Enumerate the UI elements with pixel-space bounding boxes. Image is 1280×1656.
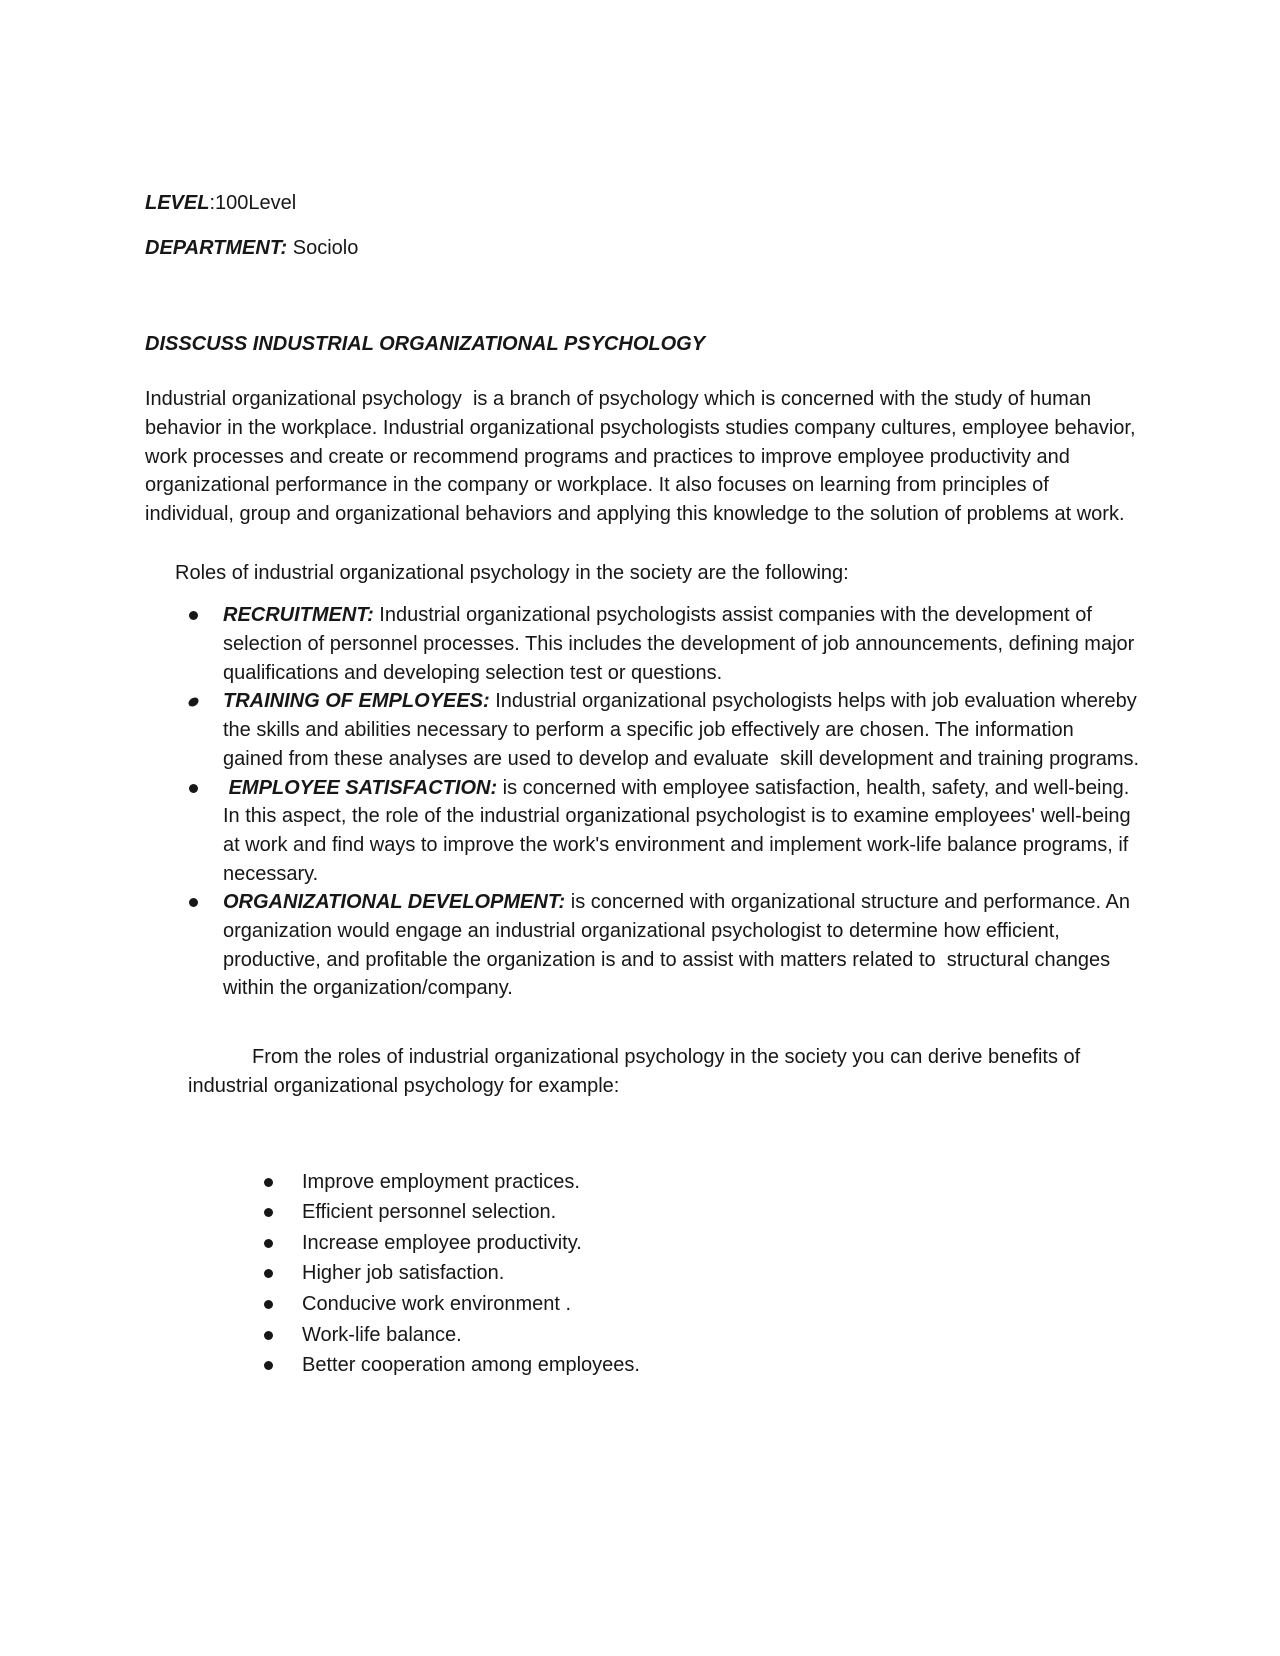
role-description: is concerned with employee satisfaction, health, safety, and well-being. In this aspect, the role of the industrial organizational psychologist is to examine employees' well-being at work and find ways to improve the work's environment and implement work-life balance programs, if necessary. <box>223 776 1142 885</box>
roles-intro-line: Roles of industrial organizational psychology in the society are the following: <box>175 561 849 584</box>
role-term: ORGANIZATIONAL DEVELOPMENT: <box>223 891 566 914</box>
role-term: TRAINING OF EMPLOYEES: <box>223 690 490 713</box>
bullet-icon <box>264 1300 273 1309</box>
bullet-icon <box>264 1361 273 1370</box>
benefit-item <box>145 1228 1140 1259</box>
benefit-item <box>145 1258 1140 1289</box>
benefit-item <box>145 1350 1140 1381</box>
bullet-icon <box>264 1269 273 1278</box>
essay-title: DISSCUSS INDUSTRIAL ORGANIZATIONAL PSYCHOLOGY <box>145 333 706 356</box>
benefit-item <box>145 1167 1140 1198</box>
role-description: Industrial organizational psychologists assist companies with the development of selection of personnel processes. This includes the development of job announcements, defining major qualifications and developing selection test or questions. <box>223 604 1140 684</box>
benefit-text: Work-life balance. <box>302 1323 462 1346</box>
bullet-icon <box>189 784 198 793</box>
level-value: :100Level <box>209 192 297 214</box>
bullet-icon <box>189 611 198 620</box>
role-item-employee-satisfaction <box>145 774 1140 889</box>
role-item-training <box>145 687 1143 773</box>
benefits-list <box>145 1167 1140 1381</box>
roles-list <box>145 601 1143 1003</box>
bullet-icon <box>264 1239 273 1248</box>
benefit-item <box>145 1320 1140 1351</box>
role-description: Industrial organizational psychologists helps with job evaluation whereby the skills and abilities necessary to perform a specific job effectively are chosen. The information gained from these analyses are used to develop and evaluate skill development and training programs. <box>223 690 1143 770</box>
benefit-item <box>145 1197 1140 1228</box>
department-value: Sociolo <box>287 236 359 259</box>
bullet-icon <box>264 1331 273 1340</box>
benefits-intro-paragraph: From the roles of industrial organizational psychology in the society you can derive benefits of industrial organizational psychology for example: <box>188 1046 1086 1097</box>
role-description: is concerned with organizational structure and performance. An organization would engage an industrial organizational psychologist to determine how efficient, productive, and profitable the organization is and to assist with matters related to structural changes within the organization/company. <box>223 891 1136 1000</box>
role-term: EMPLOYEE SATISFACTION: <box>223 776 498 799</box>
benefit-text: Increase employee productivity. <box>302 1231 582 1254</box>
benefit-text: Conducive work environment . <box>302 1292 572 1315</box>
department-line <box>145 234 1140 263</box>
level-label: LEVEL <box>145 192 210 214</box>
benefit-text: Better cooperation among employees. <box>302 1354 640 1377</box>
bullet-icon <box>264 1178 273 1187</box>
role-item-organizational-development <box>145 888 1140 1003</box>
intro-paragraph: Industrial organizational psychology is a branch of psychology which is concerned with the study of human behavior in the workplace. Industrial organizational psychologists studies company cultures, employee behavior, work processes and create or recommend programs and practices to improve employee productivity and organizational performance in the company or workplace. It also focuses on learning from principles of individual, group and organizational behaviors and applying this knowledge to the solution of problems at work. <box>145 388 1142 525</box>
role-item-recruitment <box>145 601 1140 687</box>
bullet-icon <box>189 898 198 907</box>
benefit-text: Improve employment practices. <box>302 1170 580 1193</box>
role-term: RECRUITMENT: <box>223 604 374 627</box>
level-line <box>145 189 1140 218</box>
benefit-text: Efficient personnel selection. <box>302 1201 557 1224</box>
benefit-item <box>145 1289 1140 1320</box>
department-label: DEPARTMENT: <box>145 236 288 259</box>
bullet-icon <box>187 696 201 709</box>
bullet-icon <box>264 1208 273 1217</box>
benefit-text: Higher job satisfaction. <box>302 1262 505 1285</box>
